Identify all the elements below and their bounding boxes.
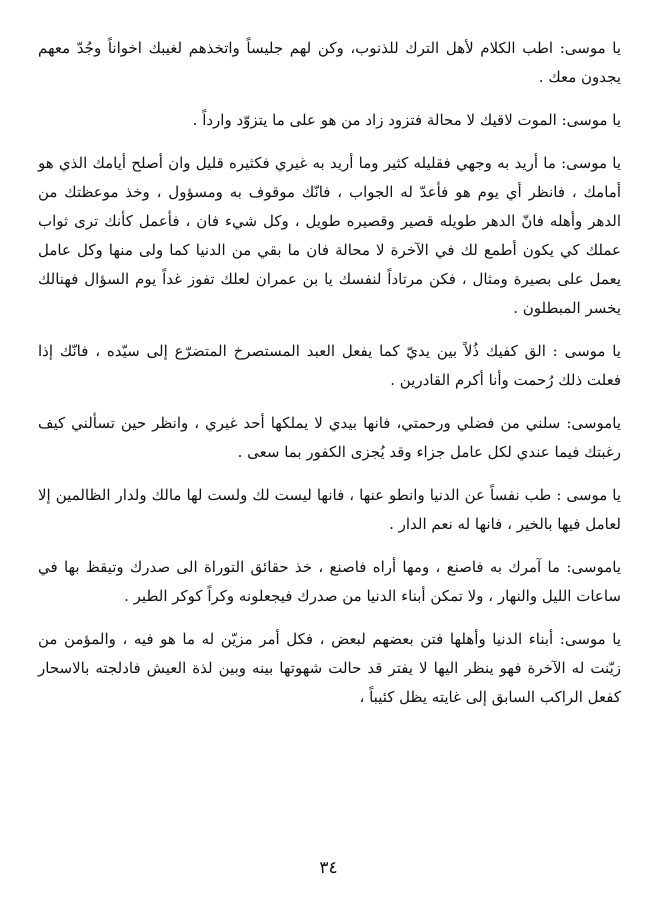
paragraph-8: يا موسى: أبناء الدنيا وأهلها فتن بعضهم لبعض ، فكل أمر مزيّن له ما هو فيه ، والمؤمن من زيّنت له الآخرة فهو ينظر اليها لا يفتر قد حالت شهوتها بينه وبين لذة العيش فادلجته بالاسحار كفعل الراكب السابق إلى غايته يظل كئيباً ، xyxy=(38,630,621,706)
paragraph-5: ياموسى: سلني من فضلي ورحمتي، فانها بيدي لا يملكها أحد غيري ، وانظر حين تسألني كيف رغبتك فيما عندي لكل عامل جزاء وقد يُجزى الكفور بما سعى . xyxy=(38,414,621,461)
paragraph-7: ياموسى: ما آمرك به فاصنع ، ومها أراه فاصنع ، خذ حقائق التوراة الى صدرك وتيقظ بها في ساعات الليل والنهار ، ولا تمكن أبناء الدنيا من صدرك فيجعلونه وكراً كوكر الطير . xyxy=(38,558,621,605)
page-body xyxy=(38,34,621,723)
paragraph-2: يا موسى: الموت لاقيك لا محالة فتزود زاد من هو على ما يتزوّد وارداً . xyxy=(192,111,621,129)
paragraph-6: يا موسى : طب نفساً عن الدنيا وانطو عنها ، فانها ليست لك ولست لها مالك ولدار الظالمين إلا لعامل فيها بالخير ، فانها له نعم الدار . xyxy=(38,486,621,533)
paragraph-3: يا موسى: ما أريد به وجهي فقليله كثير وما أريد به غيري فكثيره قليل وان أصلح أيامك الذي هو أمامك ، فانظر أي يوم هو فأعدّ له الجواب ، فانّك موقوف به ومسؤول ، وخذ موعظتك من الدهر وأهله فانّ الدهر طويله قصير وقصيره طويل ، وكل شيء فان ، فأعمل كأنك ترى ثواب عملك كي يكون أطمع لك في الآخرة لا محالة فان ما بقي من الدنيا كما ولى منها وكل عامل يعمل على بصيرة ومثال ، فكن مرتاداً لنفسك يا بن عمران لعلك تفوز غداً يوم السؤال فهنالك يخسر المبطلون . xyxy=(38,154,621,317)
paragraph-4: يا موسى : الق كفيك ذُلاً بين يديّ كما يفعل العبد المستصرخ المتضرّع إلى سيّده ، فانّك إذا فعلت ذلك رُحمت وأنا أكرم القادرين . xyxy=(38,342,621,389)
paragraph-1: يا موسى: اطب الكلام لأهل الترك للذنوب، وكن لهم جليساً واتخذهم لغيبك اخواناً وجُدّ معهم يجدون معك . xyxy=(38,39,621,86)
page-number: ٣٤ xyxy=(319,858,338,878)
